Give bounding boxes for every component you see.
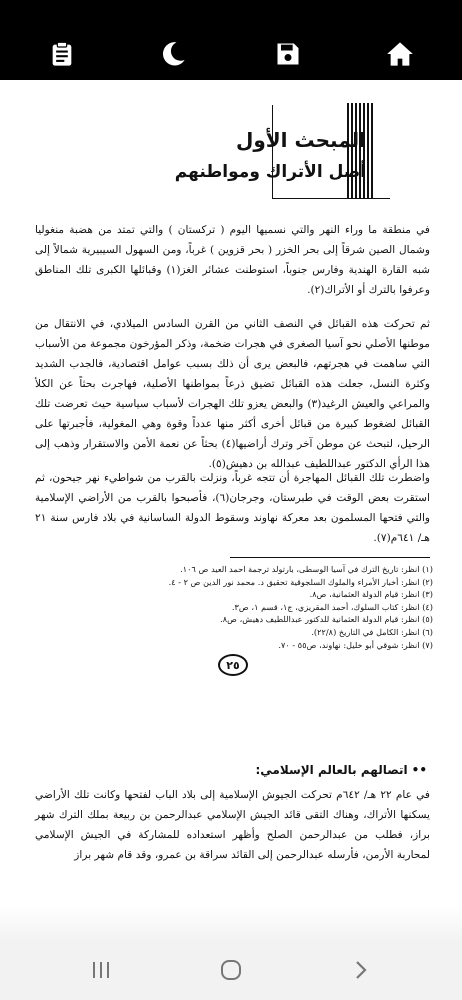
section-heading (255, 763, 427, 777)
page-number: ٢٥ (218, 654, 248, 676)
clipboard-icon[interactable] (46, 38, 78, 70)
back-icon[interactable] (346, 958, 376, 982)
footnote-item: (١) انظر: تاريخ الترك في آسيا الوسطى، بارتولد ترجمة احمد العيد ص ١٠٦. (180, 564, 433, 574)
footnotes-list (135, 563, 433, 651)
recent-apps-icon[interactable] (86, 958, 116, 982)
paragraph-1: في منطقة ما وراء النهر والتي نسميها اليوم ( تركستان ) والتي تمتد من هضبة منغوليا وشمال الصين شرقاً إلى بحر الخزر ( بحر قزوين ) غرباً، ومن السهول السيبيرية شمالاً إلى شبه القارة الهندية وفارس جنوباً، استوطنت عشائر الغز(١) وقبائلها الكبرى تلك المناطق وعرفوا بالترك أو الأتراك(٢). (35, 224, 431, 296)
moon-icon[interactable] (157, 38, 189, 70)
footnote-item: (٣) انظر: قيام الدولة العثمانية، ص٨. (309, 589, 433, 600)
section-heading-text: اتصالهم بالعالم الإسلامي: (255, 763, 408, 777)
system-nav-bar (0, 940, 462, 1000)
save-icon[interactable] (272, 38, 304, 70)
paragraph-4: في عام ٢٢ هـ/ ٦٤٢م تحركت الجيوش الإسلامية إلى بلاد الباب لفتحها وكانت تلك الأراضي يسكنها الأتراك، وهناك التقى قائد الجيش الإسلامي عبدالرحمن بن ربيعة بملك الترك شهر براز، فطلب من عبدالرحمن الصلح وأظهر استعداده للمشاركة في الجيش الإسلامي لمحاربة الأرمن، فأرسله عبدالرحمن إلى القائد سراقة بن عمرو، وقد قام شهر براز (35, 789, 430, 861)
footnote-item: (٦) انظر: الكامل في التاريخ (٢٢/٨). (311, 626, 433, 637)
section-bullet-dots: •• (411, 763, 427, 777)
page-fade (0, 905, 462, 940)
footnote-item: (٥) انظر: قيام الدولة العثمانية للدكتور عبداللطيف دهيش، ص٨. (220, 614, 433, 625)
footnote-item: (٤) انظر: كتاب السلوك، أحمد المقريزي، ج١، قسم ١، ص٣. (231, 601, 433, 612)
footnote-divider (230, 557, 430, 558)
paragraph-3: واضطرت تلك القبائل المهاجرة أن تتجه غرباً، ونزلت بالقرب من شواطيء نهر جيحون، ثم استقرت بعض الوقت في طبرستان، وجرجان(٦)، فأصبحوا بالقرب من الأراضي الإسلامية والتي فتحها المسلمون بعد معركة نهاوند وسقوط الدولة الساسانية في بلاد فارس سنة ٢١ هـ/ ٦٤١م(٧). (35, 472, 430, 544)
home-circle-icon[interactable] (216, 958, 246, 982)
chapter-subtitle: أصل الأتراك ومواطنهم (174, 162, 366, 182)
footnote-item: (٧) انظر: شوقي أبو خليل: نهاوند، ص٥٥ - ٧٠. (278, 639, 433, 650)
home-icon[interactable] (384, 38, 416, 70)
chapter-title: المبحث الأول (235, 128, 366, 152)
paragraph-2: ثم تحركت هذه القبائل في النصف الثاني من القرن السادس الميلادي، في الانتقال من موطنها الأصلي نحو آسيا الصغرى في هجرات ضخمة، وذكر المؤرخون مجموعة من الأسباب التي ساهمت في هجرتهم، فالبعض يرى أن ذلك بسبب عوامل اقتصادية، فالجدب الشديد وكثرة النسل، جعلت هذه القبائل تضيق ذرعاً بمواطنها الأصلية، فهاجرت بحثاً عن الكلأ والمراعي والعيش الرغيد(٣) والبعض يعزو تلك الهجرات لأسباب سياسية حيث تعرضت تلك القبائل لضغوط كبيرة من قبائل أخرى أكثر منها عدداً وقوة وهي المغولية، فأجبرتها على الرحيل، لتبحث عن موطن آخر وترك أراضيها(٤) بحثاً عن نعمة الأمن والاستقرار وذهب إلى هذا الرأي الدكتور عبداللطيف عبدالله بن دهيش(٥). (35, 318, 430, 470)
top-toolbar (0, 0, 462, 80)
footnote-item: (٢) انظر: أخبار الأمراء والملوك السلجوقية تحقيق د. محمد نور الدين ص ٢ - ٤. (168, 576, 433, 587)
